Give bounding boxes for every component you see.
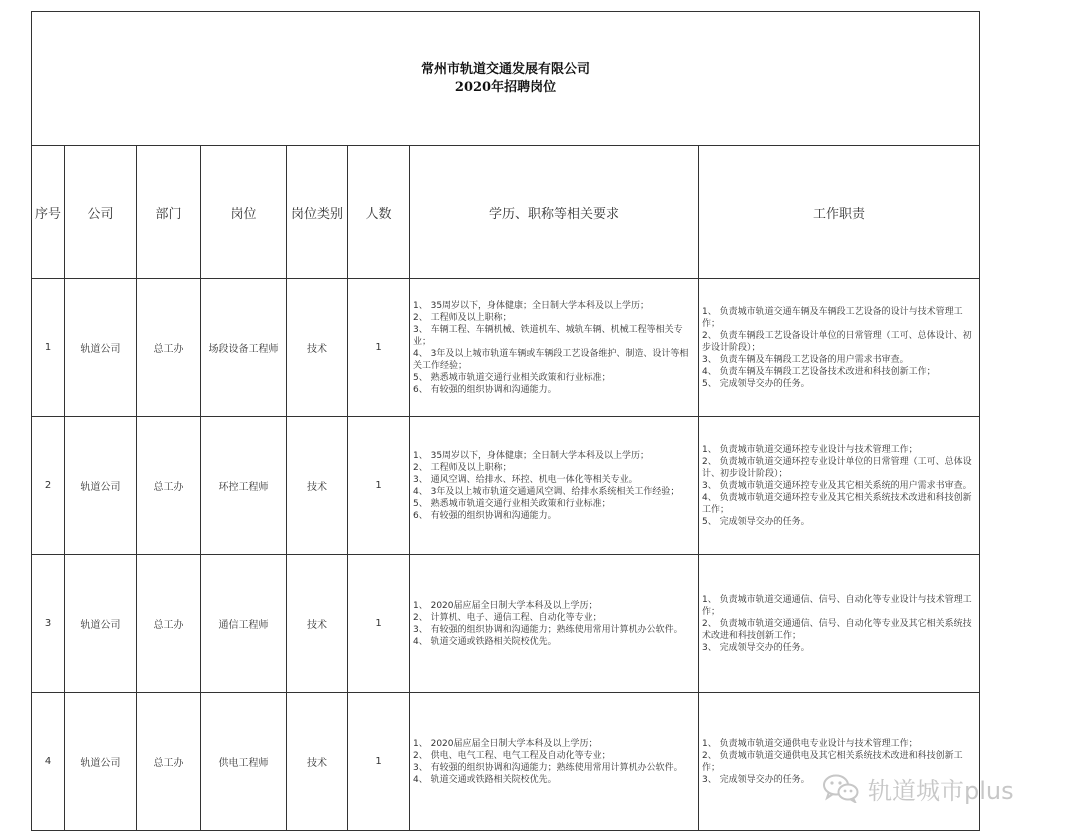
duty-line: 2、 负责城市轨道交通环控专业设计单位的日常管理（工可、总体设计、初步设计阶段）； — [702, 456, 972, 479]
row-index: 3 — [32, 555, 65, 693]
requirement-line: 1、 2020届应届全日制大学本科及以上学历； — [413, 600, 598, 611]
table-row — [32, 555, 980, 693]
duty-line: 1、 负责城市轨道交通环控专业设计与技术管理工作； — [702, 444, 918, 455]
row-company: 轨道公司 — [65, 555, 137, 693]
duty-line: 3、 负责车辆及车辆段工艺设备的用户需求书审查。 — [702, 354, 909, 365]
row-index: 2 — [32, 417, 65, 555]
requirement-line: 2、 工程师及以上职称； — [413, 462, 512, 473]
header-index: 序号 — [32, 146, 65, 279]
requirement-line: 3、 通风空调、给排水、环控、机电一体化等相关专业。 — [413, 474, 638, 485]
row-count: 1 — [348, 279, 410, 417]
duty-line: 3、 完成领导交办的任务。 — [702, 642, 810, 653]
requirement-line: 1、 2020届应届全日制大学本科及以上学历； — [413, 738, 598, 749]
duty-line: 2、 负责城市轨道交通通信、信号、自动化等专业及其它相关系统技术改进和科技创新工作； — [702, 618, 972, 641]
row-requirements — [410, 417, 699, 555]
table-row — [32, 417, 980, 555]
duty-line: 1、 负责城市轨道交通车辆及车辆段工艺设备的设计与技术管理工作； — [702, 306, 963, 329]
row-category: 技术 — [287, 279, 348, 417]
row-department: 总工办 — [137, 279, 201, 417]
requirement-line: 3、 车辆工程、车辆机械、铁道机车、城轨车辆、机械工程等相关专业； — [413, 324, 683, 347]
requirement-line: 2、 工程师及以上职称； — [413, 312, 512, 323]
row-category: 技术 — [287, 555, 348, 693]
row-index: 1 — [32, 279, 65, 417]
row-duties — [699, 555, 980, 693]
row-duties — [699, 693, 980, 831]
header-position: 岗位 — [201, 146, 287, 279]
row-department: 总工办 — [137, 555, 201, 693]
header-department: 部门 — [137, 146, 201, 279]
table-row — [32, 279, 980, 417]
requirement-line: 3、 有较强的组织协调和沟通能力；熟练使用常用计算机办公软件。 — [413, 624, 683, 635]
row-index: 4 — [32, 693, 65, 831]
watermark — [822, 768, 1014, 808]
header-duties: 工作职责 — [699, 146, 980, 279]
duty-line: 4、 负责城市轨道交通环控专业及其它相关系统技术改进和科技创新工作； — [702, 492, 972, 515]
row-department: 总工办 — [137, 417, 201, 555]
duty-line: 1、 负责城市轨道交通供电专业设计与技术管理工作； — [702, 738, 918, 749]
row-count: 1 — [348, 417, 410, 555]
row-count: 1 — [348, 693, 410, 831]
requirement-line: 4、 3年及以上城市轨道车辆或车辆段工艺设备维护、制造、设计等相关工作经验； — [413, 348, 689, 371]
recruitment-table — [31, 11, 980, 831]
row-company: 轨道公司 — [65, 279, 137, 417]
duty-line: 2、 负责城市轨道交通供电及其它相关系统技术改进和科技创新工作； — [702, 750, 963, 773]
year-title: 2020年招聘岗位 — [454, 79, 557, 95]
header-company: 公司 — [65, 146, 137, 279]
requirement-line: 1、 35周岁以下，身体健康；全日制大学本科及以上学历； — [413, 450, 650, 461]
wechat-icon — [822, 773, 860, 803]
requirement-line: 4、 轨道交通或铁路相关院校优先。 — [413, 636, 557, 647]
table-title — [32, 12, 980, 146]
header-category: 岗位类别 — [287, 146, 348, 279]
row-position: 环控工程师 — [201, 417, 287, 555]
row-duties — [699, 279, 980, 417]
row-requirements — [410, 279, 699, 417]
watermark-text: 轨道城市plus — [868, 776, 1014, 805]
row-position: 场段设备工程师 — [201, 279, 287, 417]
row-count: 1 — [348, 555, 410, 693]
header-count: 人数 — [348, 146, 410, 279]
duty-line: 2、 负责车辆段工艺设备设计单位的日常管理（工可、总体设计、初步设计阶段）； — [702, 330, 972, 353]
duty-line: 3、 负责城市轨道交通环控专业及其它相关系统的用户需求书审查。 — [702, 480, 972, 491]
row-position: 通信工程师 — [201, 555, 287, 693]
row-duties — [699, 417, 980, 555]
requirement-line: 2、 计算机、电子、通信工程、自动化等专业； — [413, 612, 602, 623]
table-row — [32, 693, 980, 831]
requirement-line: 4、 3年及以上城市轨道交通通风空调、给排水系统相关工作经验； — [413, 486, 680, 497]
header-row — [32, 146, 980, 279]
row-company: 轨道公司 — [65, 417, 137, 555]
requirement-line: 5、 熟悉城市轨道交通行业相关政策和行业标准； — [413, 372, 611, 383]
row-requirements — [410, 555, 699, 693]
row-position: 供电工程师 — [201, 693, 287, 831]
row-department: 总工办 — [137, 693, 201, 831]
requirement-line: 5、 熟悉城市轨道交通行业相关政策和行业标准； — [413, 498, 611, 509]
row-category: 技术 — [287, 417, 348, 555]
duty-line: 3、 完成领导交办的任务。 — [702, 774, 810, 785]
duty-line: 1、 负责城市轨道交通通信、信号、自动化等专业设计与技术管理工作； — [702, 594, 972, 617]
requirement-line: 3、 有较强的组织协调和沟通能力；熟练使用常用计算机办公软件。 — [413, 762, 683, 773]
duty-line: 5、 完成领导交办的任务。 — [702, 378, 810, 389]
row-requirements — [410, 693, 699, 831]
requirement-line: 2、 供电、电气工程、电气工程及自动化等专业； — [413, 750, 611, 761]
requirement-line: 6、 有较强的组织协调和沟通能力。 — [413, 384, 557, 395]
duty-line: 4、 负责车辆及车辆段工艺设备技术改进和科技创新工作； — [702, 366, 936, 377]
requirement-line: 6、 有较强的组织协调和沟通能力。 — [413, 510, 557, 521]
duty-line: 5、 完成领导交办的任务。 — [702, 516, 810, 527]
company-title: 常州市轨道交通发展有限公司 — [421, 61, 591, 77]
requirement-line: 4、 轨道交通或铁路相关院校优先。 — [413, 774, 557, 785]
row-company: 轨道公司 — [65, 693, 137, 831]
row-category: 技术 — [287, 693, 348, 831]
header-requirements: 学历、职称等相关要求 — [410, 146, 699, 279]
requirement-line: 1、 35周岁以下，身体健康；全日制大学本科及以上学历； — [413, 300, 650, 311]
